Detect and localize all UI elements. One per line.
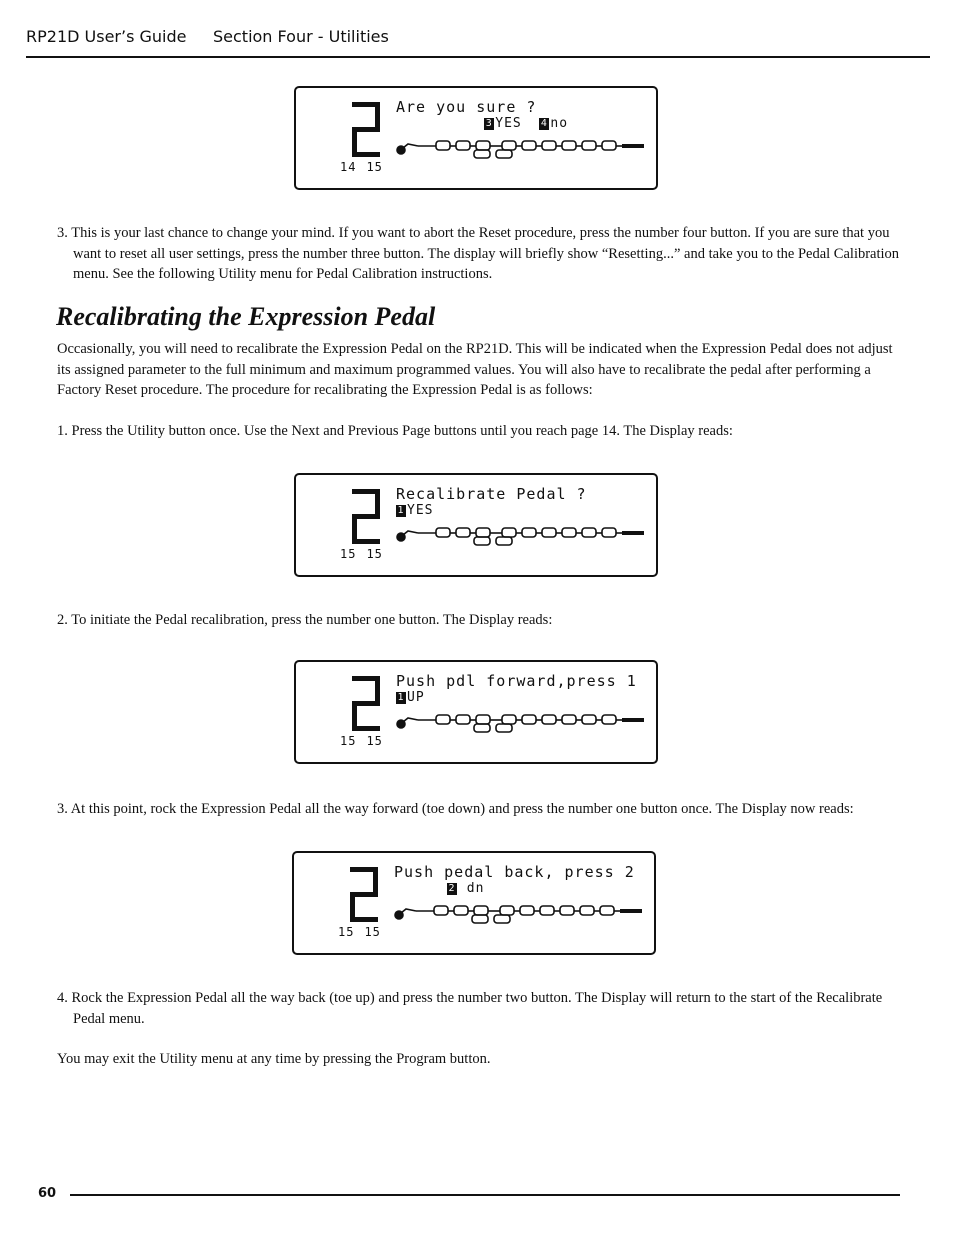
lcd-display-push-forward — [294, 660, 658, 764]
lcd-line-1: Push pdl forward,press 1 — [396, 672, 637, 690]
page-number: 60 — [38, 1186, 57, 1201]
seven-segment-digit-icon — [350, 102, 382, 158]
lcd-line-2: 1 UP — [397, 690, 425, 705]
lcd-page-numbers: 14 15 — [340, 160, 383, 174]
lcd-page-numbers: 15 15 — [340, 734, 383, 748]
section-heading: Recalibrating the Expression Pedal — [56, 302, 436, 331]
lcd-display-recalibrate — [294, 473, 658, 577]
paragraph-step-4: 4. Rock the Expression Pedal all the way back (toe up) and press the number two button. The Display will return to the start of the Recalibrate Pedal menu. — [57, 990, 883, 1027]
button-number-badge: 1 — [397, 505, 405, 516]
button-number-badge: 3 — [485, 118, 493, 129]
guide-title: RP21D User’s Guide — [26, 27, 187, 46]
effects-chain-icon — [394, 710, 648, 736]
paragraph-step-2: 2. To initiate the Pedal recalibration, press the number one button. The Display reads: — [57, 612, 553, 628]
seven-segment-digit-icon — [350, 489, 382, 545]
lcd-line-2: 1 YES — [397, 503, 434, 518]
paragraph-intro: Occasionally, you will need to recalibrate the Expression Pedal on the RP21D. This will be indicated when the Expression Pedal does not adjust its assigned parameter to the full minimum and maximum programmed values. You will also have to recalibrate the pedal after performing a Factory Reset procedure. The procedure for recalibrating the Expression Pedal is as follows: — [57, 341, 893, 398]
effects-chain-icon — [394, 523, 648, 549]
lcd-line-1: Recalibrate Pedal ? — [396, 485, 587, 503]
lcd-line-2: 3 YES 4 no — [485, 116, 569, 131]
section-title: Section Four - Utilities — [213, 27, 389, 46]
button-number-badge: 1 — [397, 692, 405, 703]
seven-segment-digit-icon — [348, 867, 380, 923]
lcd-line-1: Push pedal back, press 2 — [394, 863, 635, 881]
lcd-page-numbers: 15 15 — [340, 547, 383, 561]
paragraph-step-3: 3. At this point, rock the Expression Pedal all the way forward (toe down) and press the number one button once. The Display now reads: — [57, 801, 854, 817]
effects-chain-icon — [394, 136, 648, 162]
lcd-line-2: 2 dn — [448, 881, 485, 896]
lcd-page-numbers: 15 15 — [338, 925, 381, 939]
paragraph-exit: You may exit the Utility menu at any time by pressing the Program button. — [57, 1051, 491, 1067]
button-number-badge: 4 — [540, 118, 548, 129]
page-header — [26, 26, 930, 58]
lcd-display-push-back — [292, 851, 656, 955]
lcd-line-1: Are you sure ? — [396, 98, 537, 116]
footer-rule — [70, 1194, 900, 1196]
seven-segment-digit-icon — [350, 676, 382, 732]
effects-chain-icon — [392, 901, 646, 927]
page-footer — [38, 1186, 900, 1206]
lcd-display-reset-confirm — [294, 86, 658, 190]
button-number-badge: 2 — [448, 883, 456, 894]
paragraph-step-1: 1. Press the Utility button once. Use the Next and Previous Page buttons until you reach page 14. The Display reads: — [57, 423, 733, 439]
paragraph-reset-step-3: 3. This is your last chance to change your mind. If you want to abort the Reset procedure, press the number four button. If you are sure that you want to reset all user settings, press the number three button. The display will briefly show “Resetting...” and take you to the Pedal Calibration menu. See the following Utility menu for Pedal Calibration instructions. — [57, 225, 900, 282]
